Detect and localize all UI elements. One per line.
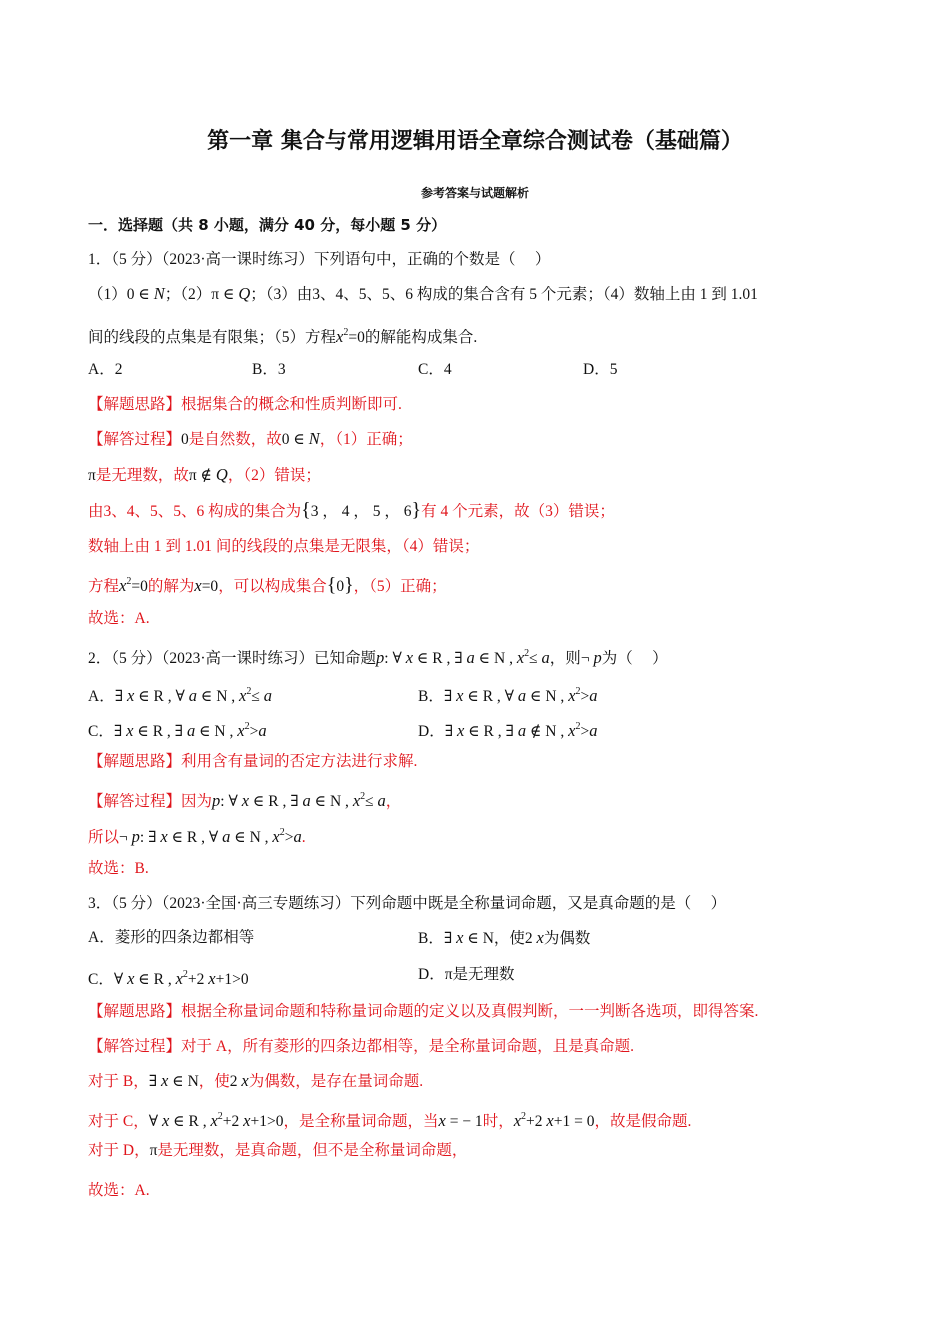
q2-option-b: B．∃ x ∈ R , ∀ a ∈ N , $x^2>a$ <box>418 686 598 705</box>
q3-process-1: 【解答过程】对于 A，所有菱形的四条边都相等，是全称量词命题，且是真命题. <box>88 1038 634 1055</box>
q1-process-1: 【解答过程】0是自然数，故0 ∈ N，（1）正确； <box>88 429 413 448</box>
q3-option-c: C．∀ x ∈ R , $x^2+2$ x+1>0 <box>88 969 249 988</box>
q3-option-b: B．∃ x ∈ N，使2 x为偶数 <box>418 928 591 947</box>
q2-process-1: 【解答过程】因为p: ∀ x ∈ R , ∃ a ∈ N , $x^2\le a$， <box>88 791 402 810</box>
q2-stem: 2．（5 分）（2023·高一课时练习）已知命题p: ∀ x ∈ R , ∃ a ∈ N , $x^2\le a$，则¬ p为（ ） <box>88 648 668 667</box>
page-title: 第一章 集合与常用逻辑用语全章综合测试卷（基础篇） <box>207 129 743 154</box>
q3-stem: 3．（5 分）（2023·全国·高三专题练习）下列命题中既是全称量词命题，又是真命题的是（ ） <box>88 895 727 912</box>
q3-option-a: A．菱形的四条边都相等 <box>88 929 255 946</box>
q1-process-3: 由3、4、5、5、6 构成的集合为{3 ， 4 ， 5 ， 6}有 4 个元素，故（3）错误； <box>88 499 615 521</box>
q1-stem: 1．（5 分）（2023·高一课时练习）下列语句中，正确的个数是（ ） <box>88 251 551 268</box>
q1-process-4: 数轴上由 1 到 1.01 间的线段的点集是无限集，（4）错误； <box>88 538 480 555</box>
section-heading: 一．选择题（共 8 小题，满分 40 分，每小题 5 分） <box>88 216 447 234</box>
q3-answer: 故选：A. <box>88 1182 150 1199</box>
q3-idea: 【解题思路】根据全称量词命题和特称量词命题的定义以及真假判断，一一判断各选项，即得答案. <box>88 1003 759 1020</box>
q2-process-2: 所以¬ p: ∃ x ∈ R , ∀ a ∈ N , $x^2>a$. <box>88 827 306 846</box>
q1-statements-cont: 间的线段的点集是有限集；（5）方程$x^2=0$的解能构成集合. <box>88 327 478 346</box>
q3-process-4: 对于 D，π是无理数，是真命题，但不是全称量词命题， <box>88 1142 468 1159</box>
q2-answer: 故选：B. <box>88 860 149 877</box>
q3-option-d: D．π是无理数 <box>418 966 515 983</box>
q1-answer: 故选：A. <box>88 610 150 627</box>
q1-option-d: D．5 <box>583 361 618 378</box>
q1-option-b: B．3 <box>252 361 286 378</box>
q2-option-d: D．∃ x ∈ R , ∃ a ∉ N , $x^2>a$ <box>418 721 598 740</box>
q1-option-a: A．2 <box>88 361 123 378</box>
q3-process-2: 对于 B，∃ x ∈ N，使2 x为偶数，是存在量词命题. <box>88 1071 424 1090</box>
q2-option-a: A．∃ x ∈ R , ∀ a ∈ N , $x^2\le a$ <box>88 686 273 705</box>
q2-idea: 【解题思路】利用含有量词的否定方法进行求解. <box>88 753 418 770</box>
q2-option-c: C．∃ x ∈ R , ∃ a ∈ N , $x^2>a$ <box>88 721 267 740</box>
q1-statements: （1）0 ∈ N；（2）π ∈ Q；（3）由3、4、5、5、6 构成的集合含有 5 个元素；（4）数轴上由 1 到 1.01 <box>88 284 758 303</box>
q1-process-2: π是无理数，故π ∉ Q，（2）错误； <box>88 465 321 484</box>
q1-process-5: 方程$x^2=0$的解为x=0，可以构成集合{0}，（5）正确； <box>88 574 447 596</box>
page-subtitle: 参考答案与试题解析 <box>420 186 529 200</box>
q1-option-c: C．4 <box>418 361 452 378</box>
q3-process-3: 对于 C，∀ x ∈ R , $x^2+2$ x+1>0，是全称量词命题，当x = − 1时，$x^2+2$ x+1 = 0，故是假命题. <box>88 1111 692 1130</box>
q1-idea: 【解题思路】根据集合的概念和性质判断即可. <box>88 396 402 413</box>
